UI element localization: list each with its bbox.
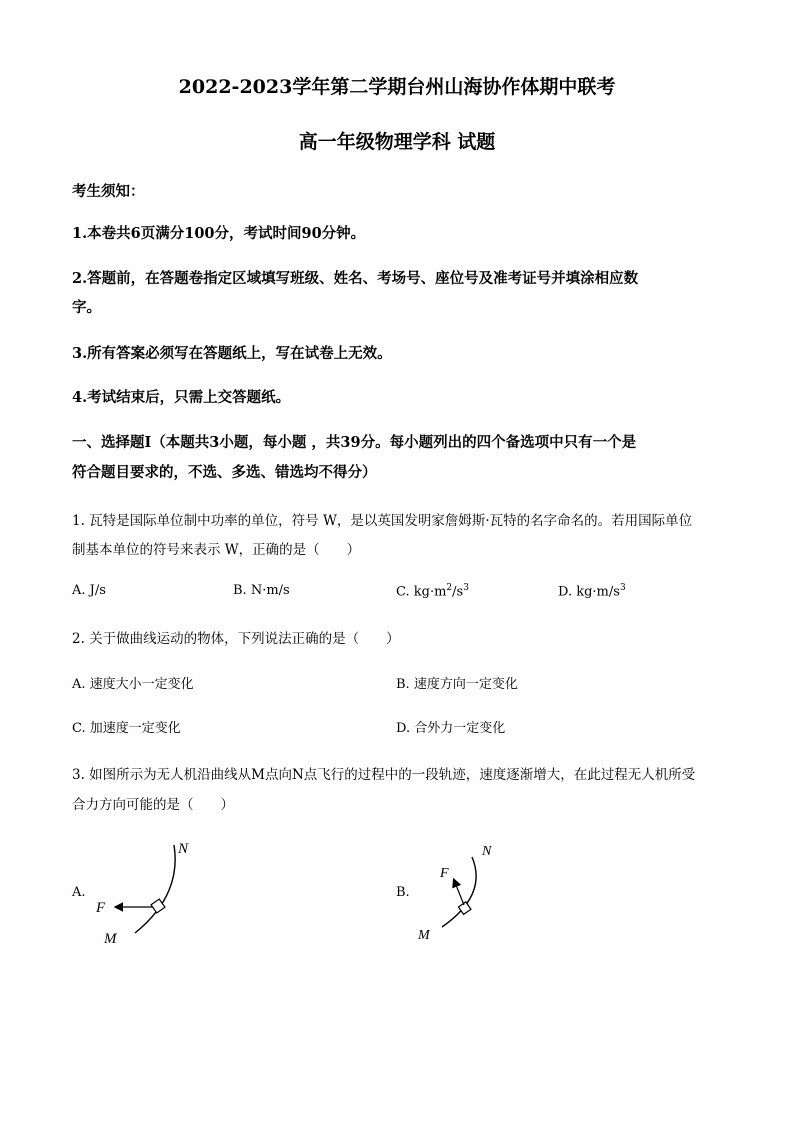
section-heading-line2: 符合题目要求的，不选、多选、错选均不得分） bbox=[72, 464, 377, 481]
figure-a-diagram bbox=[90, 835, 200, 950]
figure-a-label: A. bbox=[72, 885, 86, 900]
exam-subtitle: 高一年级物理学科 试题 bbox=[298, 131, 496, 153]
option-d-base: D. kg·m/s bbox=[558, 584, 620, 600]
point-m-label: M bbox=[418, 928, 430, 943]
question-2-option-c: C. 加速度一定变化 bbox=[72, 721, 181, 736]
notice-item-2-cont: 字。 bbox=[72, 299, 101, 316]
force-label: F bbox=[440, 866, 449, 881]
figure-b-label: B. bbox=[396, 885, 410, 900]
force-label: F bbox=[96, 900, 106, 916]
question-2-option-a: A. 速度大小一定变化 bbox=[72, 677, 194, 692]
point-n-label: N bbox=[178, 841, 189, 857]
question-1-line1: 1. 瓦特是国际单位制中功率的单位，符号 W，是以英国发明家詹姆斯·瓦特的名字命名的。若用国际单位 bbox=[72, 513, 693, 529]
trajectory-curve bbox=[135, 845, 175, 933]
point-m-label: M bbox=[104, 931, 117, 947]
question-1-line2: 制基本单位的符号来表示 W，正确的是（ ） bbox=[72, 542, 361, 558]
option-c-base: C. kg·m bbox=[396, 584, 447, 600]
notice-item-3: 3.所有答案必须写在答题纸上，写在试卷上无效。 bbox=[72, 345, 392, 362]
force-arrow bbox=[454, 880, 464, 905]
option-d-exp: 3 bbox=[619, 583, 626, 593]
point-n-label: N bbox=[482, 844, 492, 859]
option-c-exp2: 3 bbox=[463, 583, 469, 593]
question-1-option-b: B. N·m/s bbox=[233, 583, 290, 598]
option-c-exp1: 2 bbox=[446, 583, 453, 593]
question-1-option-c bbox=[396, 583, 469, 599]
option-c-mid: /s bbox=[452, 584, 464, 600]
section-heading-line1: 一、选择题Ⅰ（本题共3小题，每小题 ，共39分。每小题列出的四个备选项中只有一个是 bbox=[72, 434, 637, 451]
question-1-option-a: A. J/s bbox=[72, 583, 106, 598]
exam-title: 2022-2023学年第二学期台州山海协作体期中联考 bbox=[178, 76, 616, 98]
question-3-line1: 3. 如图所示为无人机沿曲线从M点向N点飞行的过程中的一段轨迹，速度逐渐增大，在此过程无人机所受 bbox=[72, 767, 696, 783]
question-2-line1: 2. 关于做曲线运动的物体，下列说法正确的是（ ） bbox=[72, 631, 400, 647]
notice-heading: 考生须知： bbox=[72, 183, 145, 200]
question-2-option-b: B. 速度方向一定变化 bbox=[396, 677, 518, 692]
question-3-line2: 合力方向可能的是（ ） bbox=[72, 797, 234, 813]
notice-item-1: 1.本卷共6页满分100分，考试时间90分钟。 bbox=[72, 225, 366, 242]
notice-item-4: 4.考试结束后，只需上交答题纸。 bbox=[72, 389, 291, 406]
question-2-option-d: D. 合外力一定变化 bbox=[396, 721, 506, 736]
notice-item-2: 2.答题前，在答题卷指定区域填写班级、姓名、考场号、座位号及准考证号并填涂相应数 bbox=[72, 270, 639, 287]
figure-b-diagram bbox=[412, 835, 522, 950]
question-1-option-d bbox=[558, 583, 626, 599]
